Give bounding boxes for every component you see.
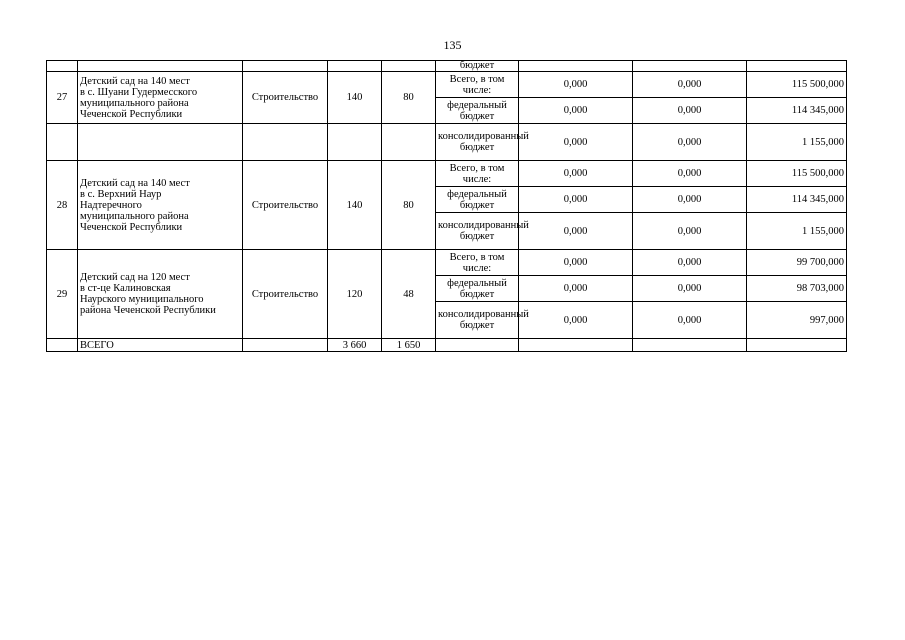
funding-source: консолидированный бюджет <box>436 213 519 250</box>
project-name-line: Надтеречного <box>80 199 142 211</box>
project-type: Строительство <box>243 250 328 339</box>
empty-num <box>47 124 78 161</box>
project-name-line: Чеченской Республики <box>80 221 183 233</box>
value-col3: 114 345,000 <box>747 187 847 213</box>
project-name-line: Наурского муниципального <box>80 294 204 305</box>
total-source <box>436 339 519 352</box>
value-col1: 0,000 <box>519 72 633 98</box>
value-col1: 0,000 <box>519 161 633 187</box>
project-capacity: 140 <box>328 161 382 250</box>
value-col3: 115 500,000 <box>747 72 847 98</box>
project-name-line: в с. Шуани Гудермесского <box>80 86 198 98</box>
funding-source: федеральный бюджет <box>436 187 519 213</box>
project-number: 27 <box>47 72 78 124</box>
total-capacity: 3 660 <box>328 339 382 352</box>
project-name-line: Детский сад на 140 мест <box>80 177 190 189</box>
value-col2: 0,000 <box>633 161 747 187</box>
value-col1: 0,000 <box>519 213 633 250</box>
value-col1: 0,000 <box>519 276 633 302</box>
project-capacity: 140 <box>328 72 382 124</box>
value-col2: 0,000 <box>633 124 747 161</box>
project-name <box>78 72 243 124</box>
value-col3: 99 700,000 <box>747 250 847 276</box>
project-name <box>78 250 243 339</box>
value-col3: 997,000 <box>747 302 847 339</box>
project-type: Строительство <box>243 72 328 124</box>
empty-capacity <box>328 124 382 161</box>
project-type: Строительство <box>243 161 328 250</box>
project-value2: 48 <box>382 250 436 339</box>
project-name-line: в ст-це Калиновская <box>80 283 171 294</box>
project-name-line: Чеченской Республики <box>80 108 183 120</box>
funding-source: Всего, в том числе: <box>436 161 519 187</box>
total-type <box>243 339 328 352</box>
project-number: 28 <box>47 161 78 250</box>
project-name-line: в с. Верхний Наур <box>80 188 162 200</box>
value-col2: 0,000 <box>633 250 747 276</box>
funding-source: федеральный бюджет <box>436 276 519 302</box>
total-v2 <box>633 339 747 352</box>
value-col2: 0,000 <box>633 276 747 302</box>
value-col1: 0,000 <box>519 124 633 161</box>
carryover-row <box>47 61 847 72</box>
total-v1 <box>519 339 633 352</box>
funding-source: Всего, в том числе: <box>436 250 519 276</box>
value-col2: 0,000 <box>633 98 747 124</box>
project-name-line: Детский сад на 140 мест <box>80 75 190 87</box>
project-name-line: муниципального района <box>80 97 189 109</box>
total-label: ВСЕГО <box>78 339 243 352</box>
table-row <box>47 124 847 161</box>
value-col1: 0,000 <box>519 98 633 124</box>
project-name-line: Детский сад на 120 мест <box>80 272 190 283</box>
value-col3: 1 155,000 <box>747 124 847 161</box>
empty-type <box>243 124 328 161</box>
project-name-line: муниципального района <box>80 210 189 222</box>
value-col3: 1 155,000 <box>747 213 847 250</box>
table-row <box>47 72 847 98</box>
funding-source: консолидированный бюджет <box>436 302 519 339</box>
value-col2: 0,000 <box>633 72 747 98</box>
value-col3: 115 500,000 <box>747 161 847 187</box>
table-row <box>47 161 847 187</box>
total-num <box>47 339 78 352</box>
project-capacity: 120 <box>328 250 382 339</box>
total-v3 <box>747 339 847 352</box>
value-col2: 0,000 <box>633 302 747 339</box>
project-number: 29 <box>47 250 78 339</box>
value-col3: 114 345,000 <box>747 98 847 124</box>
value-col2: 0,000 <box>633 187 747 213</box>
value-col1: 0,000 <box>519 302 633 339</box>
total-value2: 1 650 <box>382 339 436 352</box>
project-name-line: района Чеченской Республики <box>80 305 216 316</box>
project-value2: 80 <box>382 161 436 250</box>
table-row <box>47 250 847 276</box>
value-col1: 0,000 <box>519 250 633 276</box>
carryover-source: бюджет <box>459 61 495 71</box>
empty-name <box>78 124 243 161</box>
project-name <box>78 161 243 250</box>
value-col1: 0,000 <box>519 187 633 213</box>
funding-source: Всего, в том числе: <box>436 72 519 98</box>
project-value2: 80 <box>382 72 436 124</box>
funding-source: федеральный бюджет <box>436 98 519 124</box>
budget-table <box>46 60 847 352</box>
value-col3: 98 703,000 <box>747 276 847 302</box>
empty-value2 <box>382 124 436 161</box>
total-row <box>47 339 847 352</box>
page-number: 135 <box>443 38 462 52</box>
value-col2: 0,000 <box>633 213 747 250</box>
funding-source: консолидированный бюджет <box>436 124 519 161</box>
